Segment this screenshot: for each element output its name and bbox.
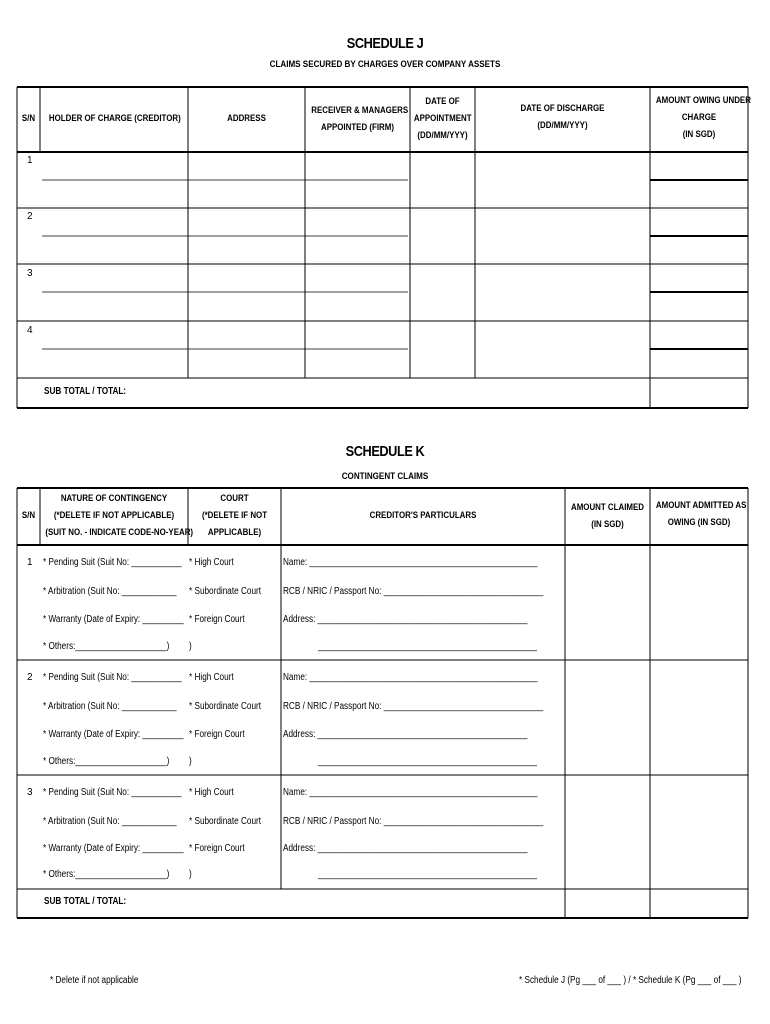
court-foreign[interactable]: * Foreign Court — [189, 614, 245, 625]
court-foreign[interactable]: * Foreign Court — [189, 729, 245, 740]
k-col-header-court-line1: COURT — [220, 493, 249, 503]
k-col-header-admitted — [655, 497, 747, 531]
schedule-k-subtotal-label: SUB TOTAL / TOTAL: — [44, 896, 127, 907]
court-high[interactable]: * High Court — [189, 672, 234, 683]
col-header-address: ADDRESS — [227, 113, 266, 123]
particulars-name[interactable]: Name: __________________________________________________ — [283, 672, 538, 683]
court-high[interactable]: * High Court — [189, 557, 234, 568]
schedule-k-title: SCHEDULE K — [345, 443, 425, 460]
schedule-j-row-number: 3 — [27, 268, 33, 279]
col-header-receiver — [311, 102, 409, 136]
k-col-header-court-line3: APPLICABLE) — [207, 527, 262, 537]
nature-pending-suit[interactable]: * Pending Suit (Suit No: ___________ — [43, 787, 182, 798]
particulars-address[interactable]: Address: ______________________________________________ — [283, 843, 528, 854]
nature-warranty[interactable]: * Warranty (Date of Expiry: _________ — [43, 614, 184, 625]
nature-pending-suit[interactable]: * Pending Suit (Suit No: ___________ — [43, 672, 182, 683]
nature-arbitration[interactable]: * Arbitration (Suit No: ____________ — [43, 586, 177, 597]
schedule-j-title: SCHEDULE J — [346, 35, 424, 52]
nature-pending-suit[interactable]: * Pending Suit (Suit No: ___________ — [43, 557, 182, 568]
k-col-header-nature-line3: (SUIT NO. - INDICATE CODE-NO-YEAR) — [45, 527, 194, 537]
schedule-j-row-number: 4 — [27, 325, 33, 336]
schedule-k-row-number: 1 — [27, 557, 33, 568]
nature-warranty[interactable]: * Warranty (Date of Expiry: _________ — [43, 843, 184, 854]
footer-page-numbering: * Schedule J (Pg ___ of ___ ) / * Schedule K (Pg ___ of ___ ) — [519, 975, 742, 986]
schedule-k-row-number: 3 — [27, 787, 33, 798]
nature-others[interactable]: * Others:____________________) — [43, 641, 170, 652]
k-col-header-nature — [45, 490, 194, 541]
footer-delete-note: * Delete if not applicable — [50, 975, 139, 986]
col-header-amount-owing — [655, 92, 751, 143]
col-header-date-discharge-line2: (DD/MM/YYY) — [537, 120, 588, 130]
particulars-address-cont[interactable]: ________________________________________________ — [318, 641, 537, 652]
particulars-name[interactable]: Name: __________________________________________________ — [283, 787, 538, 798]
particulars-id[interactable]: RCB / NRIC / Passport No: ___________________________________ — [283, 701, 544, 712]
nature-arbitration[interactable]: * Arbitration (Suit No: ____________ — [43, 701, 177, 712]
col-header-amount-owing-line1: AMOUNT OWING UNDER — [655, 95, 751, 105]
court-foreign[interactable]: * Foreign Court — [189, 843, 245, 854]
k-col-header-particulars: CREDITOR'S PARTICULARS — [369, 510, 477, 520]
particulars-id[interactable]: RCB / NRIC / Passport No: ___________________________________ — [283, 816, 544, 827]
court-close-paren: ) — [189, 641, 192, 652]
k-col-header-admitted-line2: OWING (IN SGD) — [667, 517, 731, 527]
court-high[interactable]: * High Court — [189, 787, 234, 798]
nature-others[interactable]: * Others:____________________) — [43, 869, 170, 880]
k-col-header-court — [194, 490, 276, 541]
k-col-header-sn: S/N — [21, 510, 36, 520]
schedule-k-subtitle: CONTINGENT CLAIMS — [341, 471, 429, 482]
schedule-j-subtitle: CLAIMS SECURED BY CHARGES OVER COMPANY ASSETS — [269, 59, 501, 70]
k-col-header-nature-line2: (*DELETE IF NOT APPLICABLE) — [53, 510, 175, 520]
col-header-sn: S/N — [21, 113, 36, 123]
schedule-j-row-number: 1 — [27, 155, 33, 166]
k-col-header-claimed — [570, 499, 645, 533]
court-close-paren: ) — [189, 756, 192, 767]
schedule-j-subtotal-label: SUB TOTAL / TOTAL: — [44, 386, 127, 397]
particulars-name[interactable]: Name: __________________________________________________ — [283, 557, 538, 568]
col-header-holder: HOLDER OF CHARGE (CREDITOR) — [48, 113, 181, 123]
schedule-j-row-number: 2 — [27, 211, 33, 222]
col-header-amount-owing-line3: (IN SGD) — [682, 129, 716, 139]
k-col-header-claimed-line1: AMOUNT CLAIMED — [570, 502, 645, 512]
nature-warranty[interactable]: * Warranty (Date of Expiry: _________ — [43, 729, 184, 740]
col-header-date-appointment-line1: DATE OF — [425, 96, 460, 106]
schedule-k-row-number: 2 — [27, 672, 33, 683]
nature-arbitration[interactable]: * Arbitration (Suit No: ____________ — [43, 816, 177, 827]
col-header-amount-owing-line2: CHARGE — [681, 112, 717, 122]
col-header-receiver-line2: APPOINTED (FIRM) — [320, 122, 395, 132]
col-header-date-discharge — [486, 100, 640, 134]
col-header-date-appointment-line3: (DD/MM/YYY) — [417, 130, 468, 140]
court-subordinate[interactable]: * Subordinate Court — [189, 816, 262, 827]
k-col-header-court-line2: (*DELETE IF NOT — [201, 510, 268, 520]
particulars-address-cont[interactable]: ________________________________________________ — [318, 869, 537, 880]
court-close-paren: ) — [189, 869, 192, 880]
col-header-receiver-line1: RECEIVER & MANAGERS — [311, 105, 409, 115]
nature-others[interactable]: * Others:____________________) — [43, 756, 170, 767]
court-subordinate[interactable]: * Subordinate Court — [189, 701, 262, 712]
k-col-header-admitted-line1: AMOUNT ADMITTED AS — [655, 500, 747, 510]
particulars-id[interactable]: RCB / NRIC / Passport No: ___________________________________ — [283, 586, 544, 597]
col-header-date-discharge-line1: DATE OF DISCHARGE — [520, 103, 605, 113]
particulars-address[interactable]: Address: ______________________________________________ — [283, 729, 528, 740]
col-header-date-appointment-line2: APPOINTMENT — [413, 113, 472, 123]
k-col-header-claimed-line2: (IN SGD) — [591, 519, 624, 529]
court-subordinate[interactable]: * Subordinate Court — [189, 586, 262, 597]
particulars-address-cont[interactable]: ________________________________________________ — [318, 756, 537, 767]
particulars-address[interactable]: Address: ______________________________________________ — [283, 614, 528, 625]
col-header-date-appointment — [414, 93, 471, 144]
k-col-header-nature-line1: NATURE OF CONTINGENCY — [60, 493, 168, 503]
